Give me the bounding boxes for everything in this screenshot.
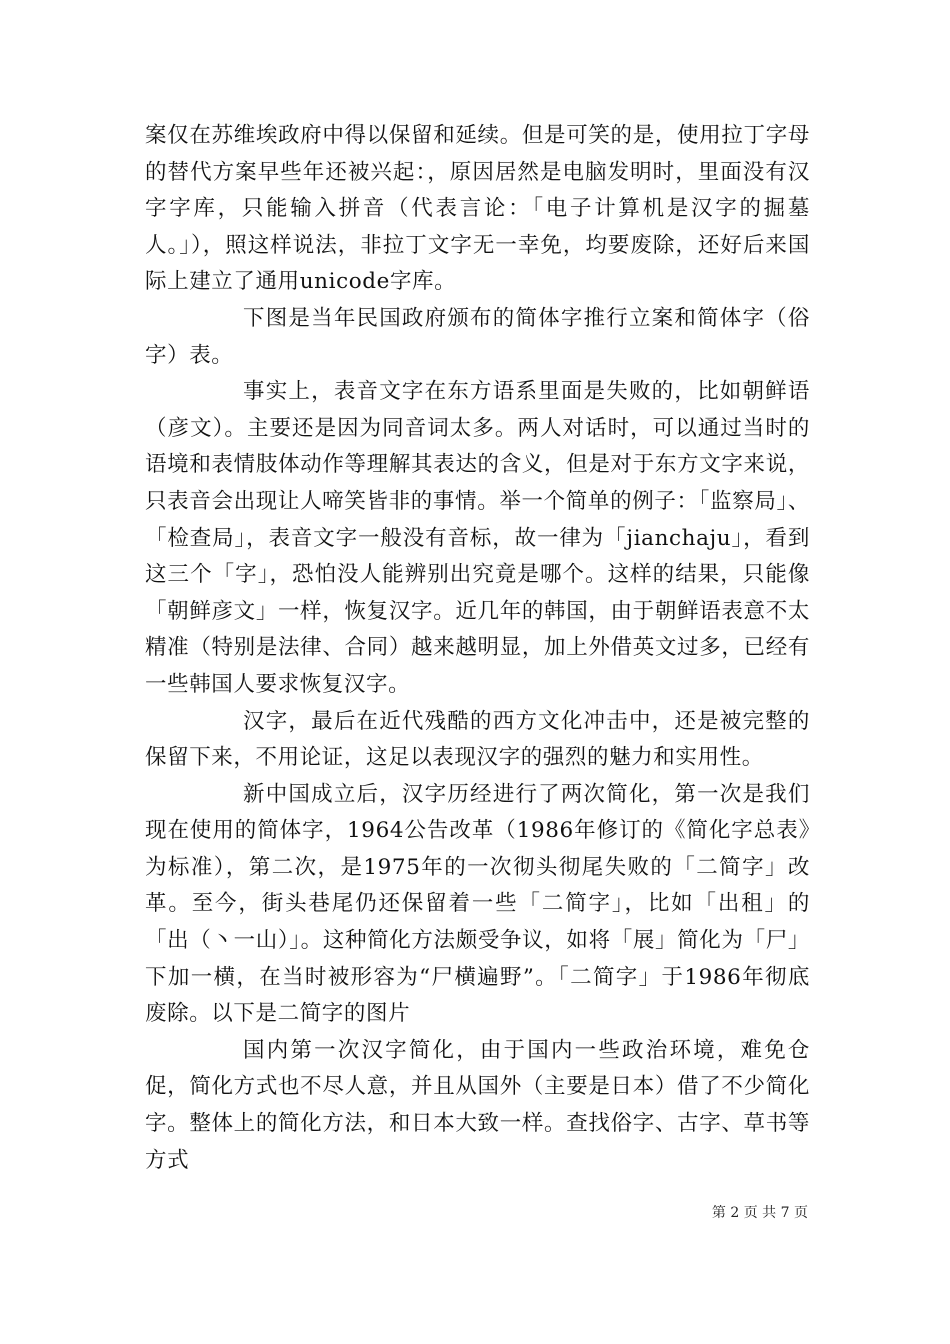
paragraph-5: 新中国成立后，汉字历经进行了两次简化，第一次是我们现在使用的简体字，1964公告改革（1986年修订的《简化字总表》为标准），第二次，是1975年的一次彻头彻尾失败的「二简字」改革。至今，街头巷尾仍还保留着一些「二简字」，比如「出租」的「出（丶一山）」。这种简化方法颇受争议，如将「展」简化为「尸」下加一横，在当时被形容为“尸横遍野”。「二简字」于1986年彻底废除。以下是二简字的图片	[145, 781, 810, 1027]
page-number-footer: 第 2 页 共 7 页	[711, 1205, 808, 1221]
paragraph-3: 事实上，表音文字在东方语系里面是失败的，比如朝鲜语（彦文）。主要还是因为同音词太多。两人对话时，可以通过当时的语境和表情肢体动作等理解其表达的含义，但是对于东方文字来说，只表音会出现让人啼笑皆非的事情。举一个简单的例子：「监察局」、「检查局」，表音文字一般没有音标，故一律为「jianchaju」，看到这三个「字」，恐怕没人能辨别出究竟是哪个。这样的结果，只能像「朝鲜彦文」一样，恢复汉字。近几年的韩国，由于朝鲜语表意不太精准（特别是法律、合同）越来越明显，加上外借英文过多，已经有一些韩国人要求恢复汉字。	[145, 379, 810, 697]
paragraph-1: 案仅在苏维埃政府中得以保留和延续。但是可笑的是，使用拉丁字母的替代方案早些年还被兴起：，原因居然是电脑发明时，里面没有汉字字库，只能输入拼音（代表言论：「电子计算机是汉字的掘墓人。」），照这样说法，非拉丁文字无一幸免，均要废除，还好后来国际上建立了通用unicode字库。	[145, 123, 810, 295]
paragraph-4: 汉字，最后在近代残酷的西方文化冲击中，还是被完整的保留下来，不用论证，这足以表现汉字的强烈的魅力和实用性。	[145, 708, 810, 771]
paragraph-2: 下图是当年民国政府颁布的简体字推行立案和简体字（俗字）表。	[145, 305, 810, 368]
paragraph-6: 国内第一次汉字简化，由于国内一些政治环境，难免仓促，简化方式也不尽人意，并且从国外（主要是日本）借了不少简化字。整体上的简化方法，和日本大致一样。查找俗字、古字、草书等方式	[145, 1037, 810, 1173]
document-body	[145, 118, 810, 1179]
